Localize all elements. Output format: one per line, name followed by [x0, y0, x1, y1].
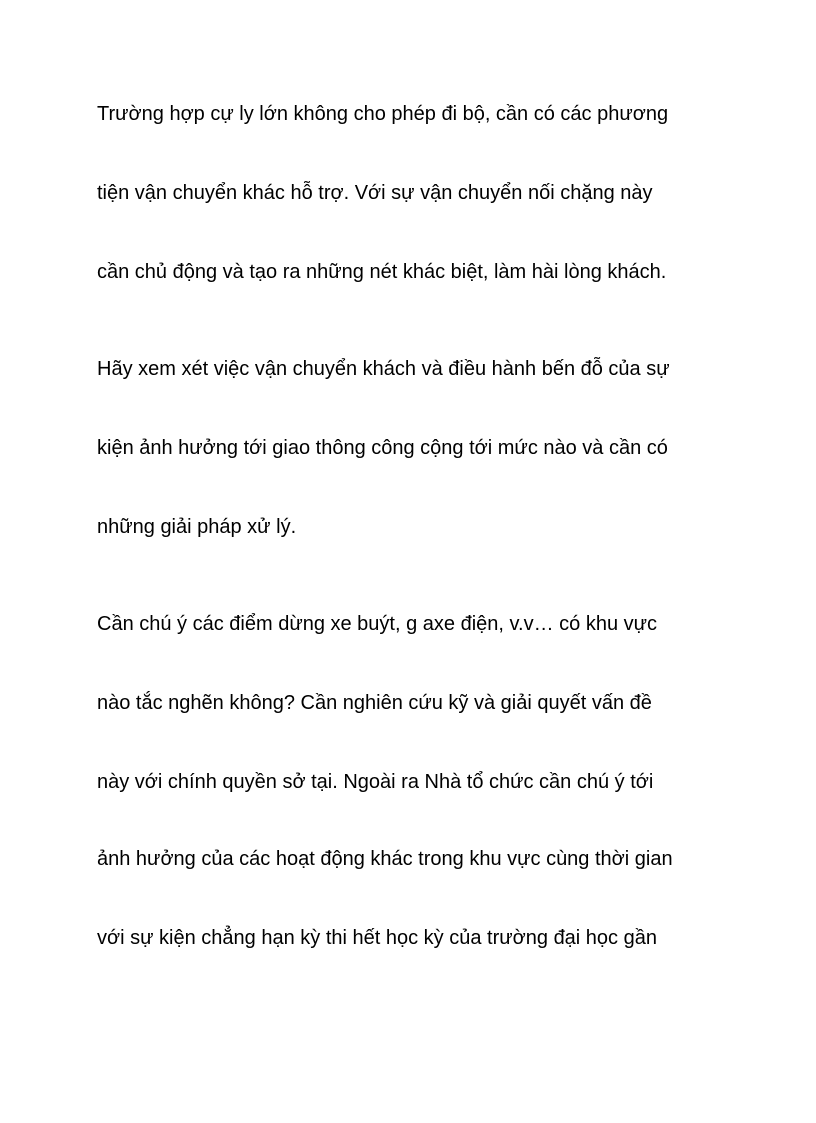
text-line: với sự kiện chẳng hạn kỳ thi hết học kỳ của trường đại học gần [97, 927, 657, 949]
text-line: nào tắc nghẽn không? Cần nghiên cứu kỹ và giải quyết vấn đề [97, 692, 652, 714]
text-line: tiện vận chuyển khác hỗ trợ. Với sự vận chuyển nối chặng này [97, 182, 653, 204]
text-line: ảnh hưởng của các hoạt động khác trong khu vực cùng thời gian [97, 848, 673, 870]
text-line: Hãy xem xét việc vận chuyển khách và điều hành bến đỗ của sự [97, 358, 670, 380]
text-line: kiện ảnh hưởng tới giao thông công cộng tới mức nào và cần có [97, 437, 668, 459]
text-line: này với chính quyền sở tại. Ngoài ra Nhà tổ chức cần chú ý tới [97, 771, 654, 793]
text-line: những giải pháp xử lý. [97, 516, 297, 538]
text-line: Trường hợp cự ly lớn không cho phép đi bộ, cần có các phương [97, 103, 669, 125]
text-line: Cần chú ý các điểm dừng xe buýt, g axe điện, v.v… có khu vực [97, 613, 658, 635]
text-line: cần chủ động và tạo ra những nét khác biệt, làm hài lòng khách. [97, 261, 667, 283]
